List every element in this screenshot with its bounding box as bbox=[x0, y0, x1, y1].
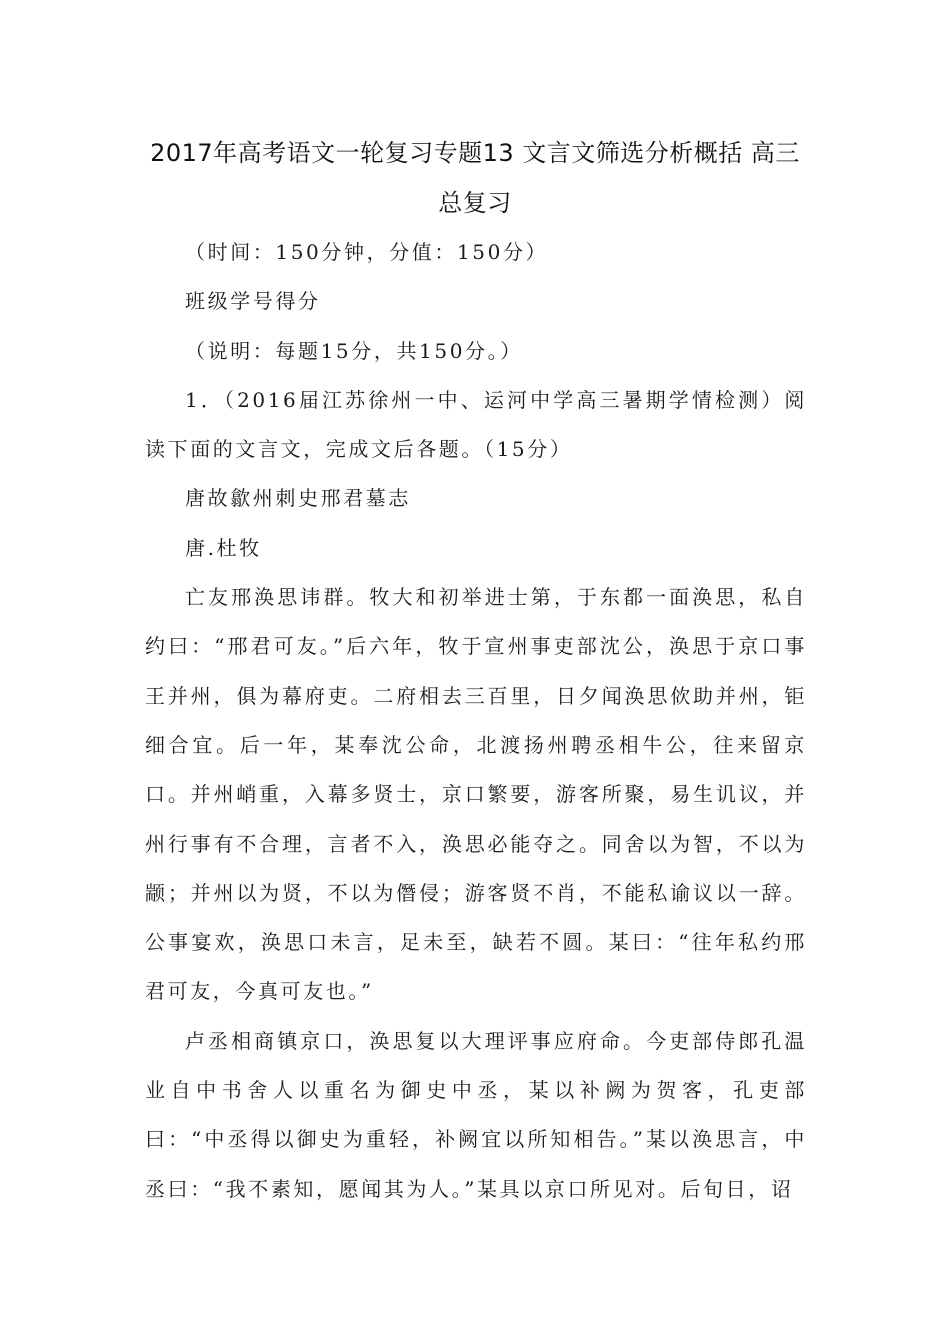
passage-title: 唐故歙州刺史邢君墓志 bbox=[185, 486, 411, 511]
passage-author: 唐.杜牧 bbox=[185, 535, 262, 560]
instructions-line: （说明：每题15分，共150分。） bbox=[185, 338, 523, 363]
document-title: 2017年高考语文一轮复习专题13 文言文筛选分析概括 高三总复习 bbox=[150, 139, 800, 217]
passage-paragraph: 亡友邢涣思讳群。牧大和初举进士第，于东都一面涣思，私自约曰：“邢君可友。”后六年，牧于宣州事吏部沈公，涣思于京口事王并州，俱为幕府吏。二府相去三百里，日夕闻涣思佽助并州，钜细合宜。后一年，某奉沈公命，北渡扬州聘丞相牛公，往来留京口。并州峭重，入幕多贤士，京口繁要，游客所聚，易生讥议，并州行事有不合理，言者不入，涣思必能夺之。同舍以为智，不以为颛；并州以为贤，不以为僭侵；游客贤不肖，不能私谕议以一辞。公事宴欢，涣思口未言，足未至，缺若不圆。某曰：“往年私约邢君可友，今真可友也。” bbox=[145, 585, 807, 1004]
exam-info-line: （时间：150分钟，分值：150分） bbox=[185, 240, 549, 264]
passage-paragraph: 卢丞相商镇京口，涣思复以大理评事应府命。今吏部侍郎孔温业自中书舍人以重名为御史中丞，某以补阙为贺客，孔吏部曰：“中丞得以御史为重轻，补阙宜以所知相告。”某以涣思言，中丞曰：“我不素知，愿闻其为人。”某具以京口所见对。后旬日，诏 bbox=[145, 1028, 807, 1201]
question-prompt: 1．（2016届江苏徐州一中、运河中学高三暑期学情检测）阅读下面的文言文，完成文后各题。（15分） bbox=[145, 387, 807, 462]
class-info-line: 班级学号得分 bbox=[185, 289, 321, 314]
document-body bbox=[145, 228, 807, 1214]
